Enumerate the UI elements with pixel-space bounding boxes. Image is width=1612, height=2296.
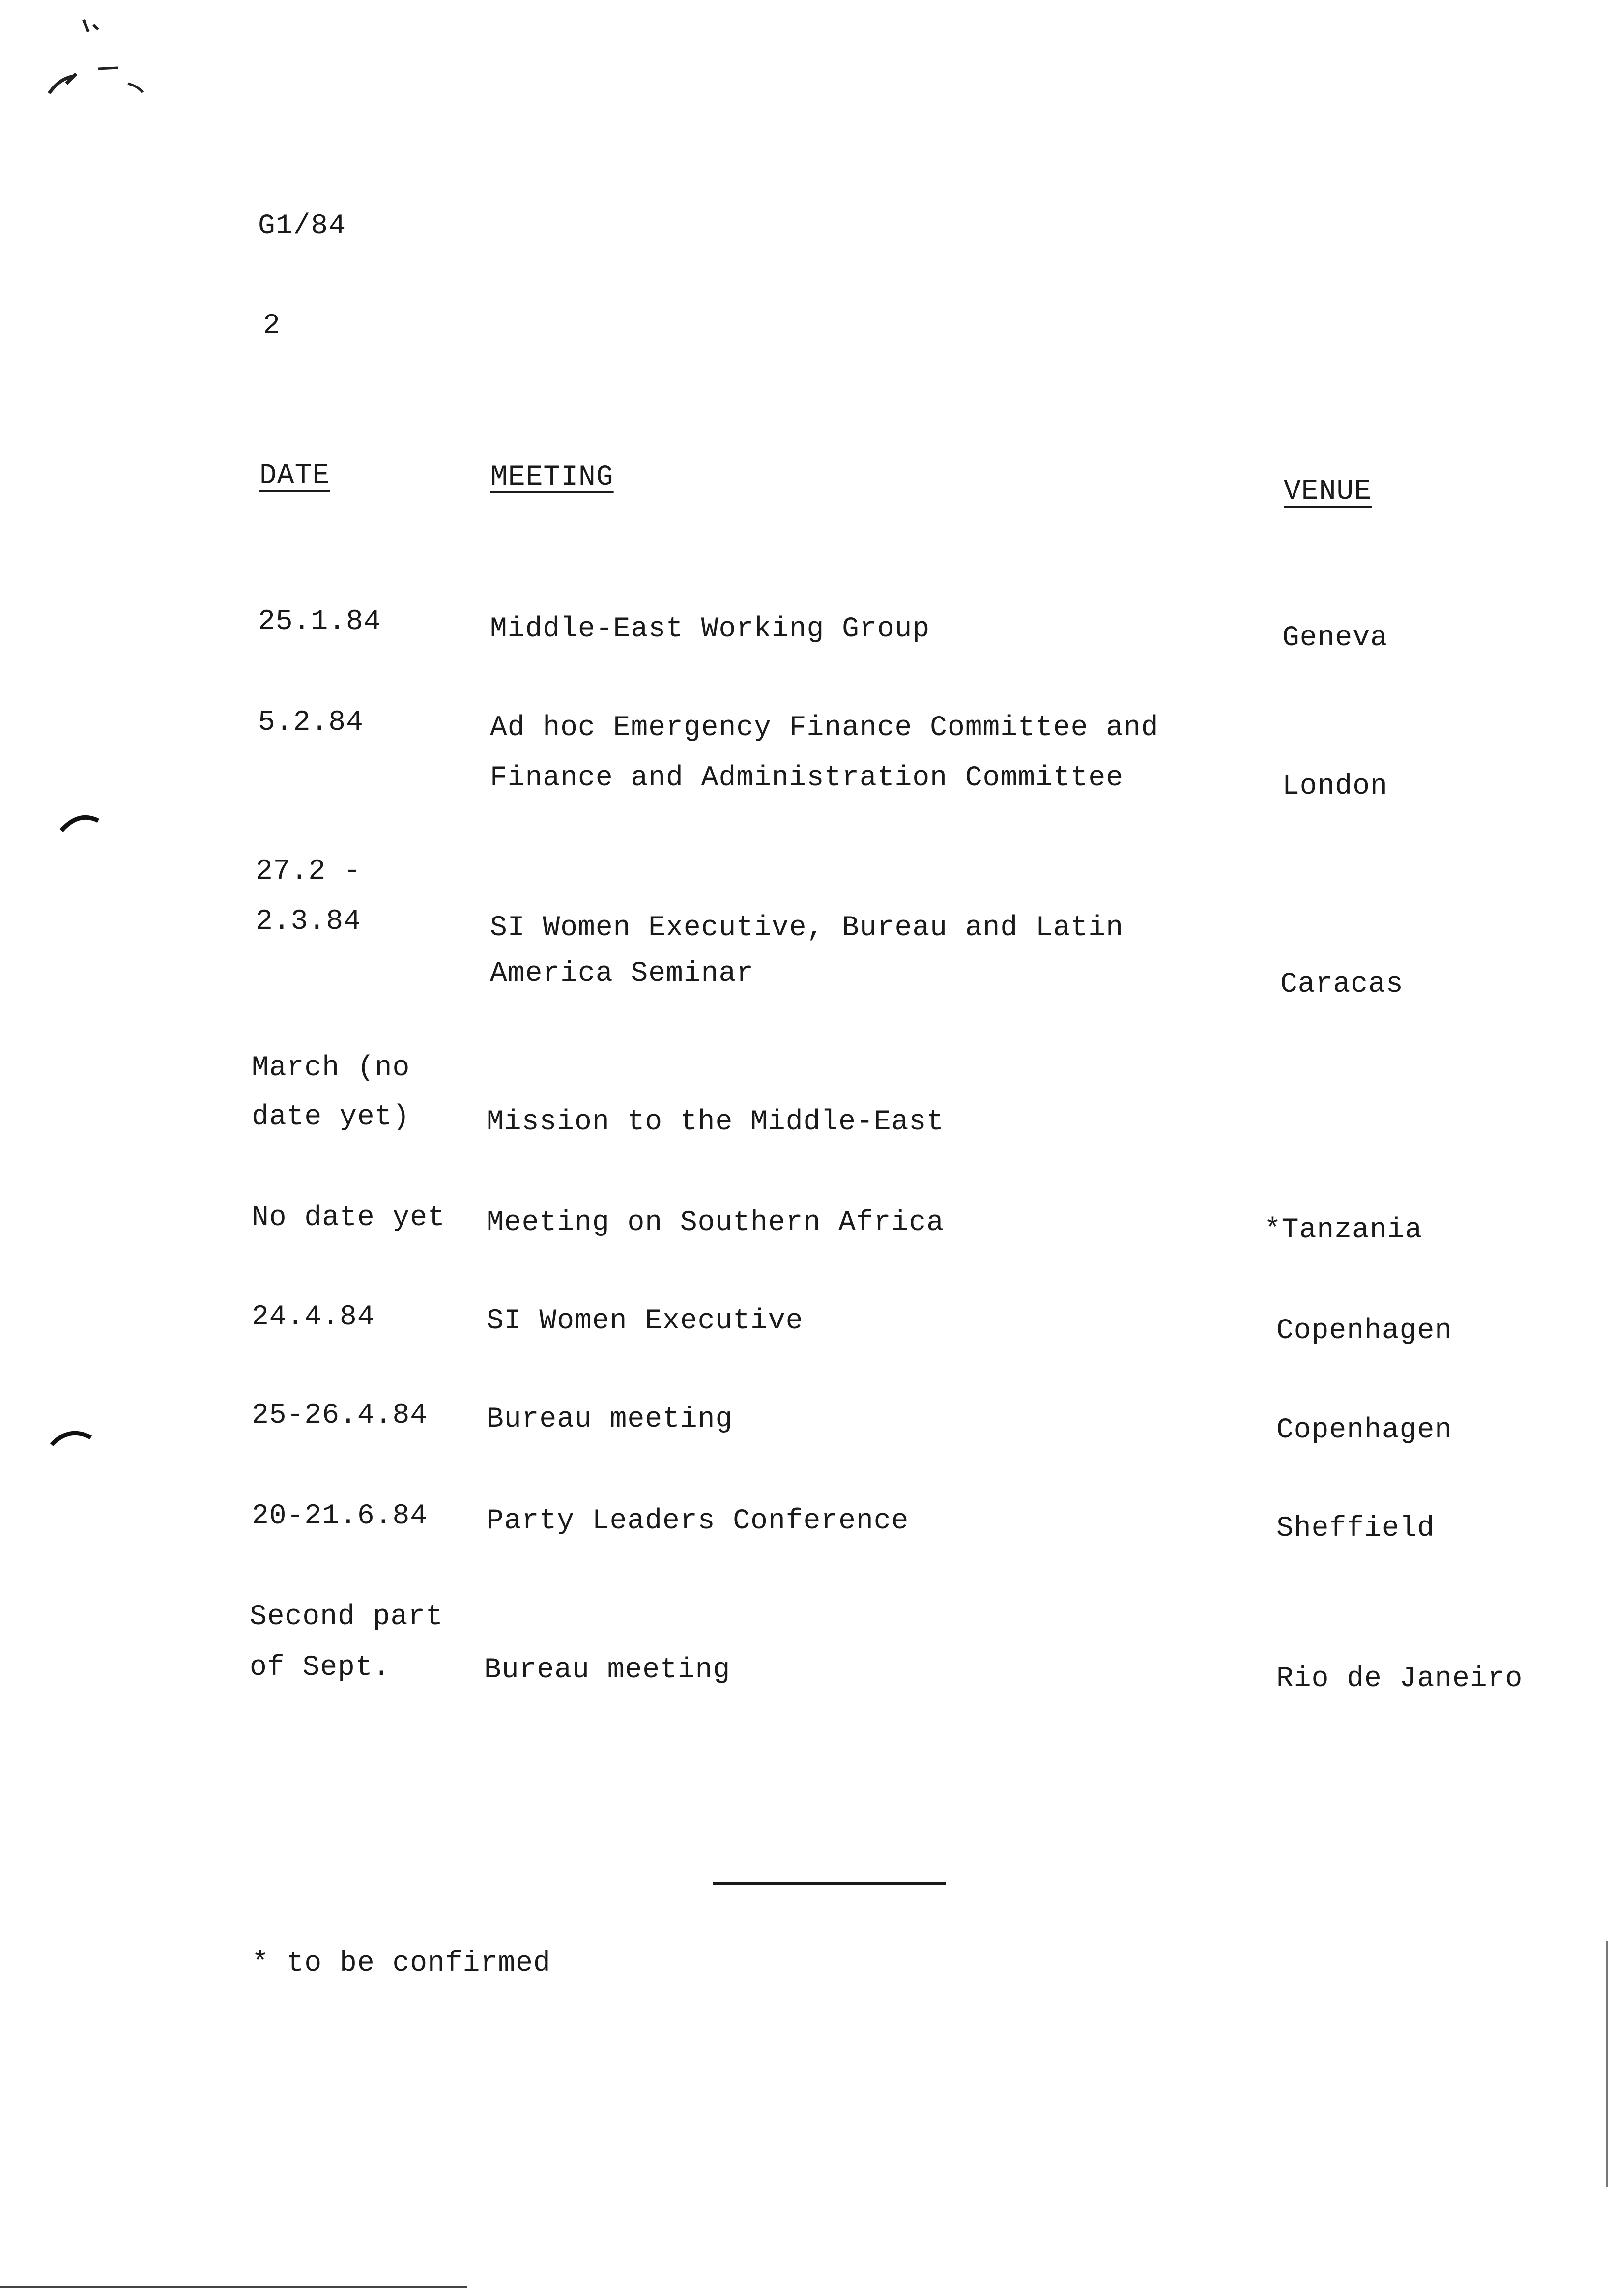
punch-hole-mark-lower — [49, 1420, 93, 1450]
row-date: No date yet — [252, 1202, 445, 1234]
row-meeting: Mission to the Middle-East — [487, 1106, 944, 1138]
row-venue: Geneva — [1282, 622, 1388, 654]
row-meeting: SI Women Executive, Bureau and Latin — [490, 912, 1124, 944]
column-heading-meeting: MEETING — [490, 461, 614, 493]
row-date: 20-21.6.84 — [252, 1500, 428, 1532]
row-meeting: SI Women Executive — [487, 1305, 804, 1337]
row-meeting: Bureau meeting — [484, 1654, 731, 1686]
row-venue: Sheffield — [1276, 1513, 1435, 1545]
row-venue: London — [1282, 771, 1388, 803]
footnote: * to be confirmed — [252, 1948, 551, 1980]
row-venue: Caracas — [1280, 969, 1404, 1001]
row-date: of Sept. — [250, 1652, 391, 1684]
row-date: 2.3.84 — [256, 906, 361, 938]
row-meeting: Bureau meeting — [487, 1404, 733, 1435]
row-date: date yet) — [252, 1101, 410, 1133]
row-date: March (no — [252, 1052, 410, 1084]
scan-artifact-top-left — [39, 10, 157, 98]
section-divider — [713, 1882, 946, 1885]
row-venue: *Tanzania — [1264, 1214, 1423, 1246]
row-date: 25.1.84 — [258, 606, 381, 638]
row-date: Second part — [250, 1601, 443, 1633]
row-venue: Rio de Janeiro — [1276, 1663, 1523, 1695]
page-number: 2 — [263, 310, 281, 342]
row-meeting: Ad hoc Emergency Finance Committee and — [490, 712, 1159, 744]
row-meeting: Finance and Administration Committee — [490, 762, 1124, 794]
row-meeting: Party Leaders Conference — [487, 1505, 909, 1537]
column-heading-date: DATE — [259, 460, 330, 492]
row-date: 27.2 - — [256, 856, 361, 888]
document-reference: G1/84 — [258, 210, 346, 242]
row-meeting: Middle-East Working Group — [490, 613, 930, 645]
scan-edge-right — [1606, 1941, 1608, 2187]
column-heading-venue: VENUE — [1284, 476, 1372, 508]
row-date: 5.2.84 — [258, 707, 364, 739]
punch-hole-mark-upper — [59, 806, 103, 835]
row-meeting: Meeting on Southern Africa — [487, 1207, 944, 1239]
scan-edge-bottom — [0, 2286, 467, 2288]
row-venue: Copenhagen — [1276, 1315, 1453, 1347]
row-meeting: America Seminar — [490, 958, 754, 990]
row-date: 25-26.4.84 — [252, 1400, 428, 1432]
row-venue: Copenhagen — [1276, 1414, 1453, 1446]
row-date: 24.4.84 — [252, 1301, 375, 1333]
